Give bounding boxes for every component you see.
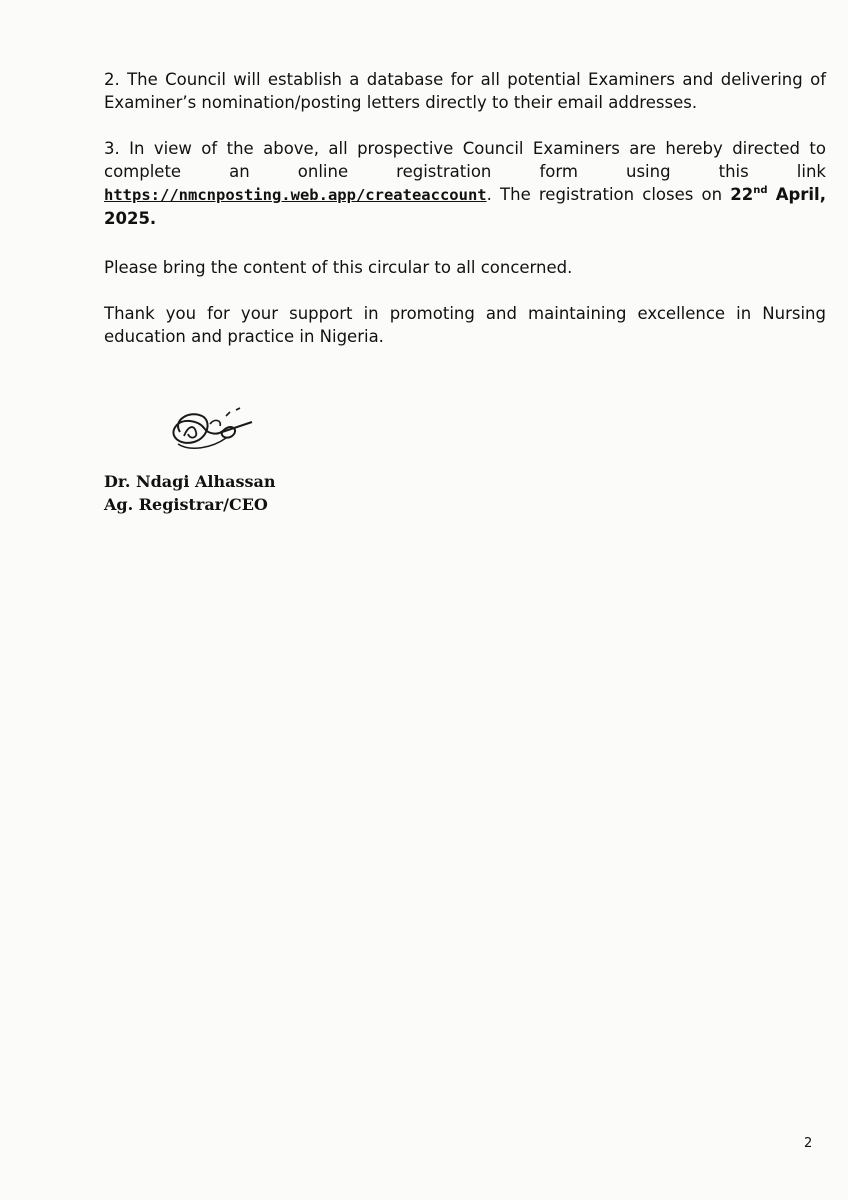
page-number: 2 — [804, 1136, 813, 1151]
closing-date-rest: April, 2025. — [104, 185, 826, 228]
paragraph-3 — [104, 137, 826, 230]
signature-icon — [160, 402, 260, 458]
closing-date-day: 22 — [730, 185, 754, 204]
paragraph-please: Please bring the content of this circular to all concerned. — [104, 258, 573, 277]
signatory-block — [104, 470, 276, 516]
signatory-title: Ag. Registrar/CEO — [104, 495, 268, 514]
paragraph-3-intro: 3. In view of the above, all prospective Council Examiners are hereby directed to complete an online registration form using this link — [104, 139, 826, 181]
paragraph-thanks: Thank you for your support in promoting and maintaining excellence in Nursing education and practice in Nigeria. — [104, 304, 826, 346]
registration-link[interactable]: https://nmcnposting.web.app/createaccount — [104, 186, 487, 204]
closing-date-suffix: nd — [753, 185, 768, 196]
paragraph-3-middle: . The registration closes on — [486, 185, 731, 204]
signatory-name: Dr. Ndagi Alhassan — [104, 472, 276, 491]
paragraph-2: 2. The Council will establish a database for all potential Examiners and delivering of Examiner’s nomination/posting letters directly to their email addresses. — [104, 70, 826, 112]
